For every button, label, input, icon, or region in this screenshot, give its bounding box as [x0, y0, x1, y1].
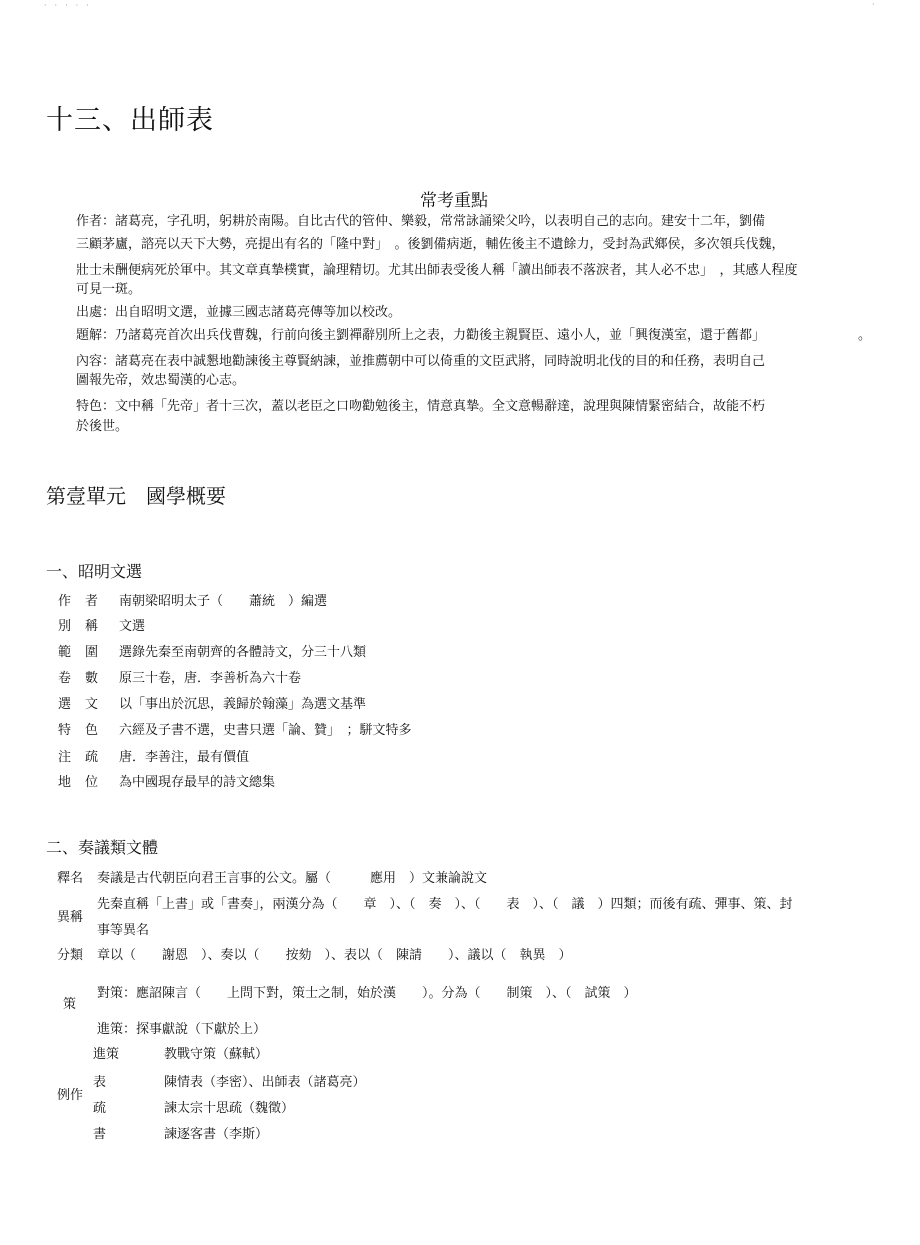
shiming-value: 奏議是古代朝臣向君王言事的公文。屬（ 應用 ）文兼論說文: [97, 871, 488, 886]
key-line-4: 可見一斑。: [76, 282, 142, 297]
yicheng-label: 異稱: [57, 910, 84, 925]
lizuo-type: 表: [93, 1075, 107, 1090]
lizuo-type: 疏: [93, 1101, 107, 1116]
row-label: 卷數: [58, 671, 113, 686]
lizuo-works: 陳情表（李密）、出師表（諸葛亮）: [164, 1075, 366, 1090]
row-value: 以「事出於沉思，義歸於翰藻」為選文基準: [119, 697, 367, 712]
section1-row-scope: [58, 641, 366, 660]
lizuo-works: 教戰守策（蘇軾）: [164, 1047, 269, 1062]
key-line-3: 壯士未酬便病死於軍中。其文章真摯樸實，論理精切。尤其出師表受後人稱「讀出師表不落淚者，其人必不忠」 ，其感人程度: [76, 263, 798, 278]
unit-title: 第壹單元 國學概要: [46, 484, 226, 508]
key-line-10: 於後世。: [76, 419, 129, 434]
row-label: 範圍: [58, 645, 113, 660]
row-label: 別稱: [58, 619, 113, 634]
section1-row-alias: [58, 615, 145, 634]
lizuo-works: 諫逐客書（李斯）: [164, 1127, 269, 1142]
key-line-9: 特色：文中稱「先帝」者十三次，蓋以老臣之口吻勸勉後主，情意真摯。全文意暢辭達，說理與陳情緊密結合，故能不朽: [76, 399, 766, 414]
row-value: 選錄先秦至南朝齊的各體詩文，分三十八類: [119, 645, 367, 660]
row-label: 地位: [58, 775, 113, 790]
row-value: 原三十卷，唐．李善析為六十卷: [119, 671, 302, 686]
key-line-7: 內容：諸葛亮在表中誠懇地勸諫後主尊賢納諫，並推薦朝中可以倚重的文臣武將，同時說明北伐的目的和任務，表明自己: [76, 354, 766, 369]
row-value: 文選: [119, 619, 146, 634]
key-line-6-end: 。: [858, 328, 872, 343]
section1-row-commentary: [58, 746, 249, 765]
row-value: 六經及子書不選，史書只選「論、贊」 ；駢文特多: [119, 723, 412, 738]
fenlei-value: 章以（ 謝恩 ）、奏以（ 按劾 ）、表以（ 陳請 ）、議以（ 執異 ）: [97, 948, 572, 963]
ce-duice: 對策：應詔陳言（ 上問下對，策士之制，始於漢 ）。分為（ 制策 ）、（ 試策 ）: [97, 986, 637, 1001]
yicheng-line-2: 事等異名: [97, 923, 150, 938]
lizuo-type: 進策: [93, 1047, 120, 1062]
row-value: 唐．李善注，最有價值: [119, 750, 250, 765]
key-line-8: 圖報先帝，效忠蜀漢的心志。: [76, 373, 246, 388]
row-label: 注疏: [58, 750, 113, 765]
top-artifact-right: ·: [872, 0, 875, 9]
key-line-2: 三顧茅廬，諮亮以天下大勢，亮提出有名的「隆中對」 。後劉備病逝，輔佐後主不遺餘力，受封為武鄉侯，多次領兵伐魏，: [76, 237, 785, 252]
lizuo-label: 例作: [57, 1088, 84, 1103]
section1-heading: 一、昭明文選: [46, 562, 143, 581]
key-line-6: 題解：乃諸葛亮首次出兵伐曹魏，行前向後主劉禪辭別所上之表，力勸後主親賢臣、遠小人，並「興復漢室，還于舊都」: [76, 328, 766, 343]
section2-heading: 二、奏議類文體: [46, 838, 159, 857]
ce-label: 策: [63, 997, 77, 1012]
lizuo-works: 諫太宗十思疏（魏徵）: [164, 1101, 295, 1116]
yicheng-line-1: 先秦直稱「上書」或「書奏」，兩漢分為（ 章 ）、（ 奏 ）、（ 表 ）、（ 議 ）四類；而後有疏、彈事、策、封: [97, 897, 793, 912]
section1-row-features: [58, 719, 412, 738]
key-points-heading: 常考重點: [420, 191, 488, 211]
top-artifact-left: · · · · ·: [44, 1, 89, 10]
row-label: 特色: [58, 723, 113, 738]
row-label: 作者: [58, 594, 113, 609]
lesson-title: 十三、出師表: [46, 105, 214, 136]
section1-row-author: [58, 590, 327, 609]
row-value: 為中國現存最早的詩文總集: [119, 775, 276, 790]
fenlei-label: 分類: [57, 948, 84, 963]
lizuo-type: 書: [93, 1127, 107, 1142]
key-line-5: 出處：出自昭明文選，並據三國志諸葛亮傳等加以校改。: [76, 305, 402, 320]
shiming-label: 釋名: [57, 871, 84, 886]
section1-row-selection: [58, 693, 366, 712]
section1-row-volumes: [58, 667, 301, 686]
ce-jince: 進策：探事獻說（下獻於上）: [97, 1022, 267, 1037]
row-value: 南朝梁昭明太子（ 蕭統 ）編選: [119, 594, 328, 609]
row-label: 選文: [58, 697, 113, 712]
key-line-1: 作者：諸葛亮，字孔明，躬耕於南陽。自比古代的管仲、樂毅，常常詠誦梁父吟，以表明自己的志向。建安十二年，劉備: [76, 214, 766, 229]
section1-row-status: [58, 771, 275, 790]
